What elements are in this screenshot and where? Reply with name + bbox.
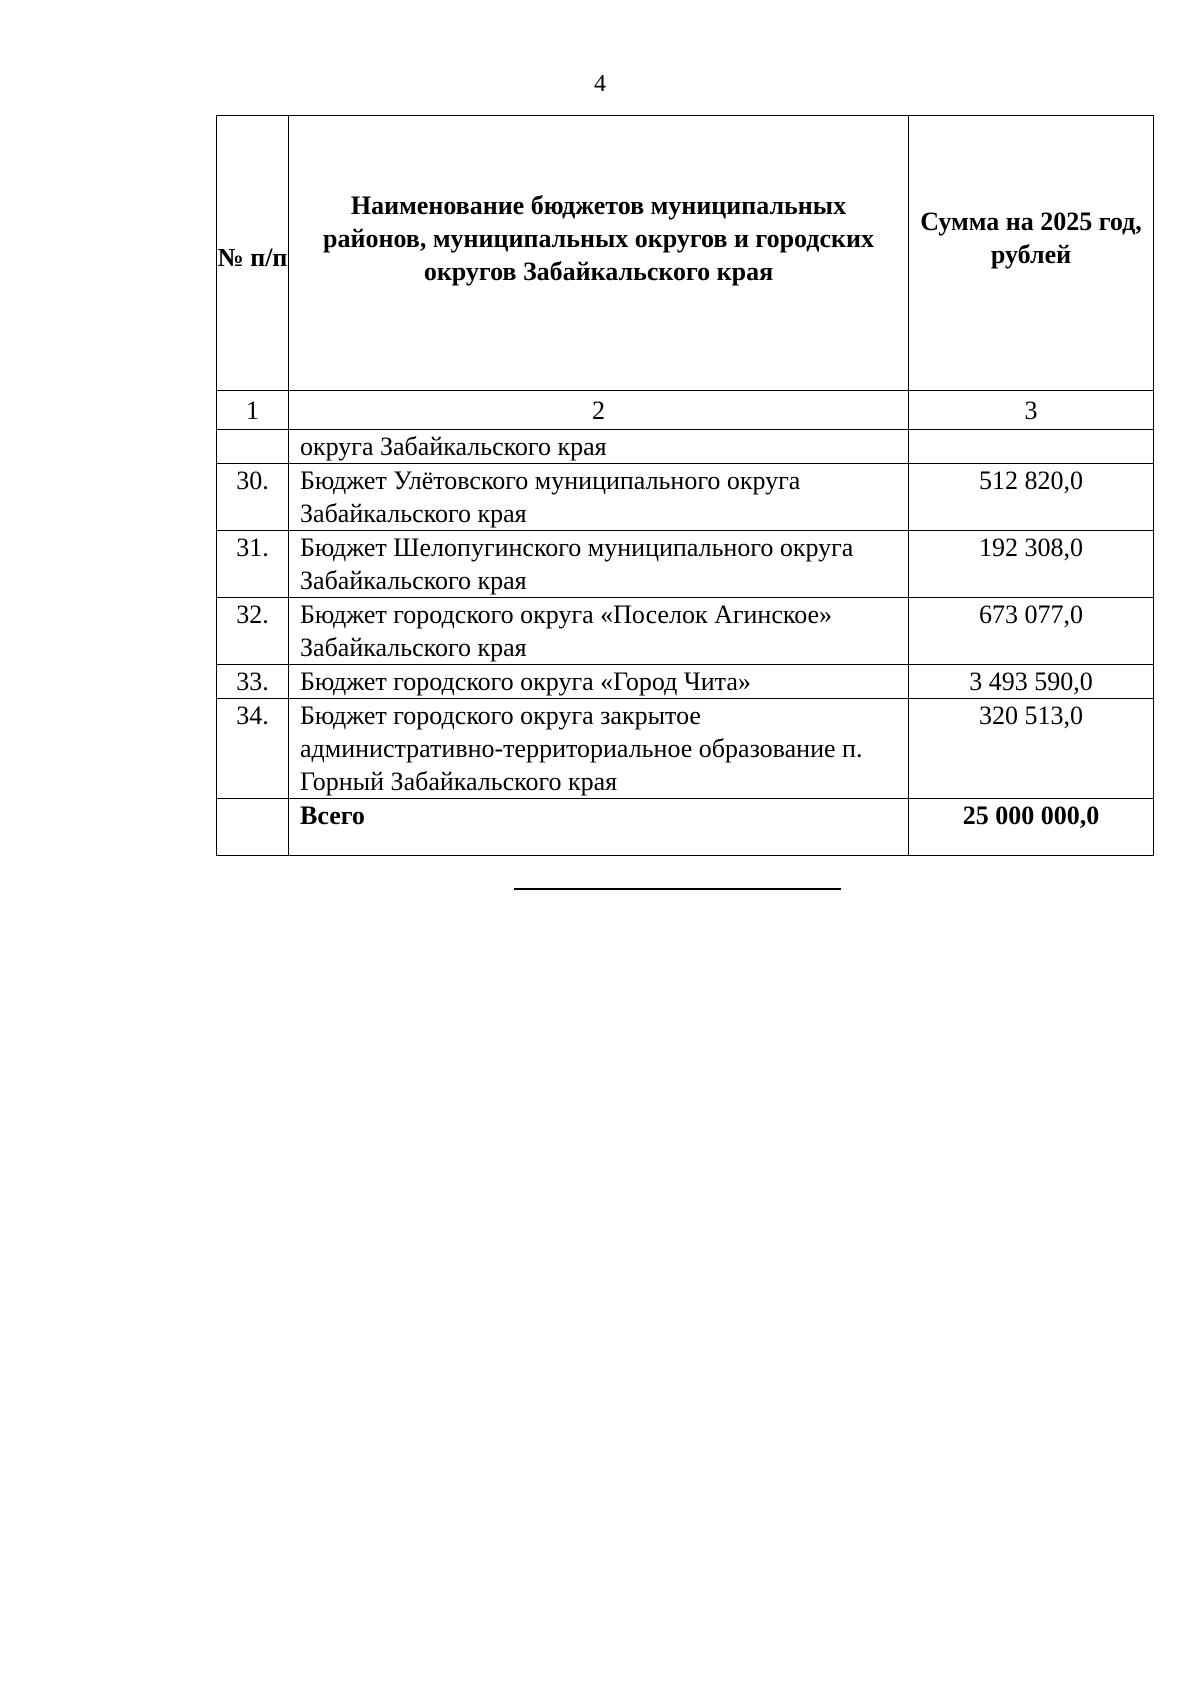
row-name: округа Забайкальского края [289, 430, 909, 464]
column-number-2: 2 [289, 391, 909, 430]
row-sum: 3 493 590,0 [909, 665, 1154, 699]
row-sum: 512 820,0 [909, 464, 1154, 531]
total-sum: 25 000 000,0 [909, 799, 1154, 856]
total-num-empty [217, 799, 289, 856]
row-name: Бюджет Шелопугинского муниципального округа Забайкальского края [289, 531, 909, 598]
row-name: Бюджет Улётовского муниципального округа Забайкальского края [289, 464, 909, 531]
page-number: 4 [594, 71, 606, 97]
row-num: 31. [217, 531, 289, 598]
row-num: 32. [217, 598, 289, 665]
total-row [217, 799, 1154, 856]
row-sum: 673 077,0 [909, 598, 1154, 665]
end-separator-line [514, 888, 841, 890]
total-label: Всего [289, 799, 909, 856]
header-num: № п/п [217, 116, 289, 391]
row-name: Бюджет городского округа «Поселок Агинское» Забайкальского края [289, 598, 909, 665]
column-number-row [217, 391, 1154, 430]
row-num: 34. [217, 699, 289, 799]
header-sum: Сумма на 2025 год, рублей [909, 116, 1154, 391]
column-number-1: 1 [217, 391, 289, 430]
header-name: Наименование бюджетов муниципальных районов, муниципальных округов и городских округов Забайкальского края [289, 116, 909, 391]
row-sum: 320 513,0 [909, 699, 1154, 799]
row-name: Бюджет городского округа «Город Чита» [289, 665, 909, 699]
row-num: 30. [217, 464, 289, 531]
column-number-3: 3 [909, 391, 1154, 430]
table-row [217, 531, 1154, 598]
table-row [217, 464, 1154, 531]
budget-distribution-table [216, 115, 1154, 856]
row-num [217, 430, 289, 464]
table-header-row [217, 116, 1154, 391]
table-row [217, 598, 1154, 665]
table-row [217, 699, 1154, 799]
row-num: 33. [217, 665, 289, 699]
row-sum [909, 430, 1154, 464]
continuation-row [217, 430, 1154, 464]
row-sum: 192 308,0 [909, 531, 1154, 598]
row-name: Бюджет городского округа закрытое административно-территориальное образование п. Горный Забайкальского края [289, 699, 909, 799]
table-row [217, 665, 1154, 699]
